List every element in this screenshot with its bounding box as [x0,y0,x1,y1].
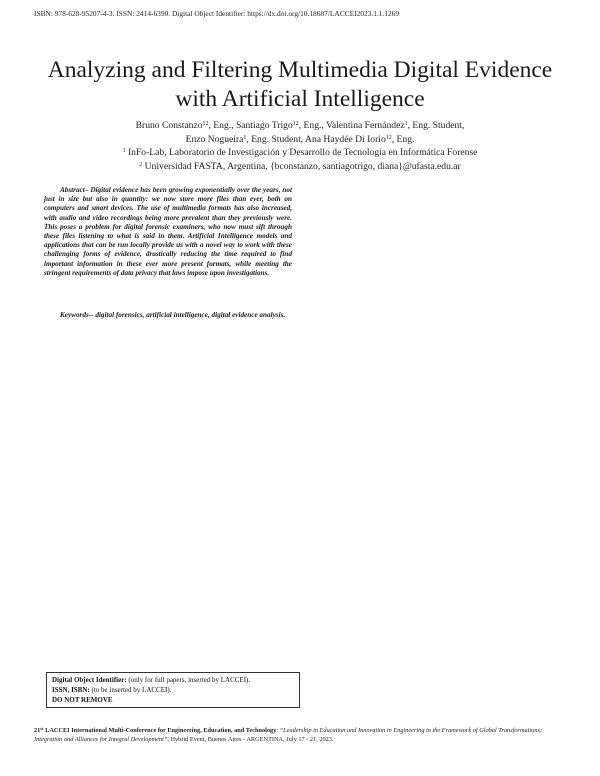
author-block [0,119,600,173]
author-name: Enzo Nogueira [185,133,244,145]
issn-line [52,685,294,695]
affiliation-mark: 1 [122,148,126,154]
doi-label: Digital Object Identifier: [52,676,127,684]
author-line-1 [0,119,600,133]
doi-note: (only for full papers, inserted by LACCEI). [126,676,251,684]
author-name: Valentina Fernández [326,120,405,131]
author-affiliation-mark: 1 [404,121,408,127]
doi-line [52,675,294,685]
issn-note: (to be inserted by LACCEI). [89,686,172,695]
conference-theme: “Leadership in Education and Innovation in Engineering in the Framework of Global Transformations: Integration and Alliances for Integral Development” [34,727,543,743]
author-role: , Eng. Student, [246,133,306,145]
issn-label: ISSN, ISBN: [52,686,90,695]
do-not-remove-label: DO NOT REMOVE [52,696,113,705]
abstract-paragraph: Abstract– Digital evidence has been growing exponentially over the years, not just in size but also in quantity: we now store more files than ever, both on computers and smart devices. The use of multimedia formats has also increased, with audio and video recordings being more prevalent than they previously were. This poses a problem for digital forensic examiners, who now must sift through these files listening to what is said in them. Artificial Intelligence models and applications that can be run locally provide us with a novel way to work with these challenging forms of evidence, drastically reducing the time required to find important information in these ever more present formats, while meeting the stringent requirements of data privacy that laws impose upon investigations. [44,186,292,277]
footer-separator: : [276,727,280,734]
title-line-2: with Artificial Intelligence [175,86,425,112]
author-name: Bruno Constanzo [135,120,203,131]
author-role: , Eng. Student, [407,120,465,131]
doi-notice-box [46,672,300,708]
conference-ordinal: 21 [34,727,41,734]
affiliation-text: Universidad FASTA, Argentina, {bconstanzo, santiagotrigo, diana}@ufasta.edu.ar [142,160,461,172]
author-affiliation-mark: 12 [292,121,299,127]
title-line-1: Analyzing and Filtering Multimedia Digital Evidence [47,57,553,83]
author-role: , Eng. [391,133,415,145]
author-affiliation-mark: 12 [385,134,392,141]
author-affiliation-mark: 1 [243,134,247,141]
affiliation-text: InFo-Lab, Laboratorio de Investigación y Desarrollo de Tecnología en Informática Forense [125,147,478,158]
author-role: , Eng., [208,120,236,131]
author-name: Ana Haydée Di Iorio [305,133,386,145]
author-affiliation-mark: 12 [202,121,209,127]
author-name: Santiago Trigo [235,120,293,131]
conference-name [34,727,276,734]
isbn-header: ISBN: 978-628-95207-4-3. ISSN: 2414-6390. Digital Object Identifier: https://dx.doi.org/10.18687/LACCEI2023.1.1.1269 [34,9,400,18]
affiliation-mark: 2 [139,161,143,168]
conference-title: LACCEI International Multi-Conference for Engineering, Education, and Technology [43,727,277,734]
affiliation-1 [0,146,600,160]
conference-footer [34,726,570,744]
conference-ordinal-suffix: st [40,726,44,731]
paper-title [0,56,600,114]
keywords-paragraph: Keywords-- digital forensics, artificial intelligence, digital evidence analysis. [60,311,286,319]
author-line-2 [0,133,600,147]
do-not-remove-line [52,695,294,705]
affiliation-2 [0,160,600,174]
author-role: , Eng., [298,120,327,131]
conference-venue: , Hybrid Event, Buenos Aires - ARGENTINA, July 17 - 21, 2023. [167,736,334,743]
